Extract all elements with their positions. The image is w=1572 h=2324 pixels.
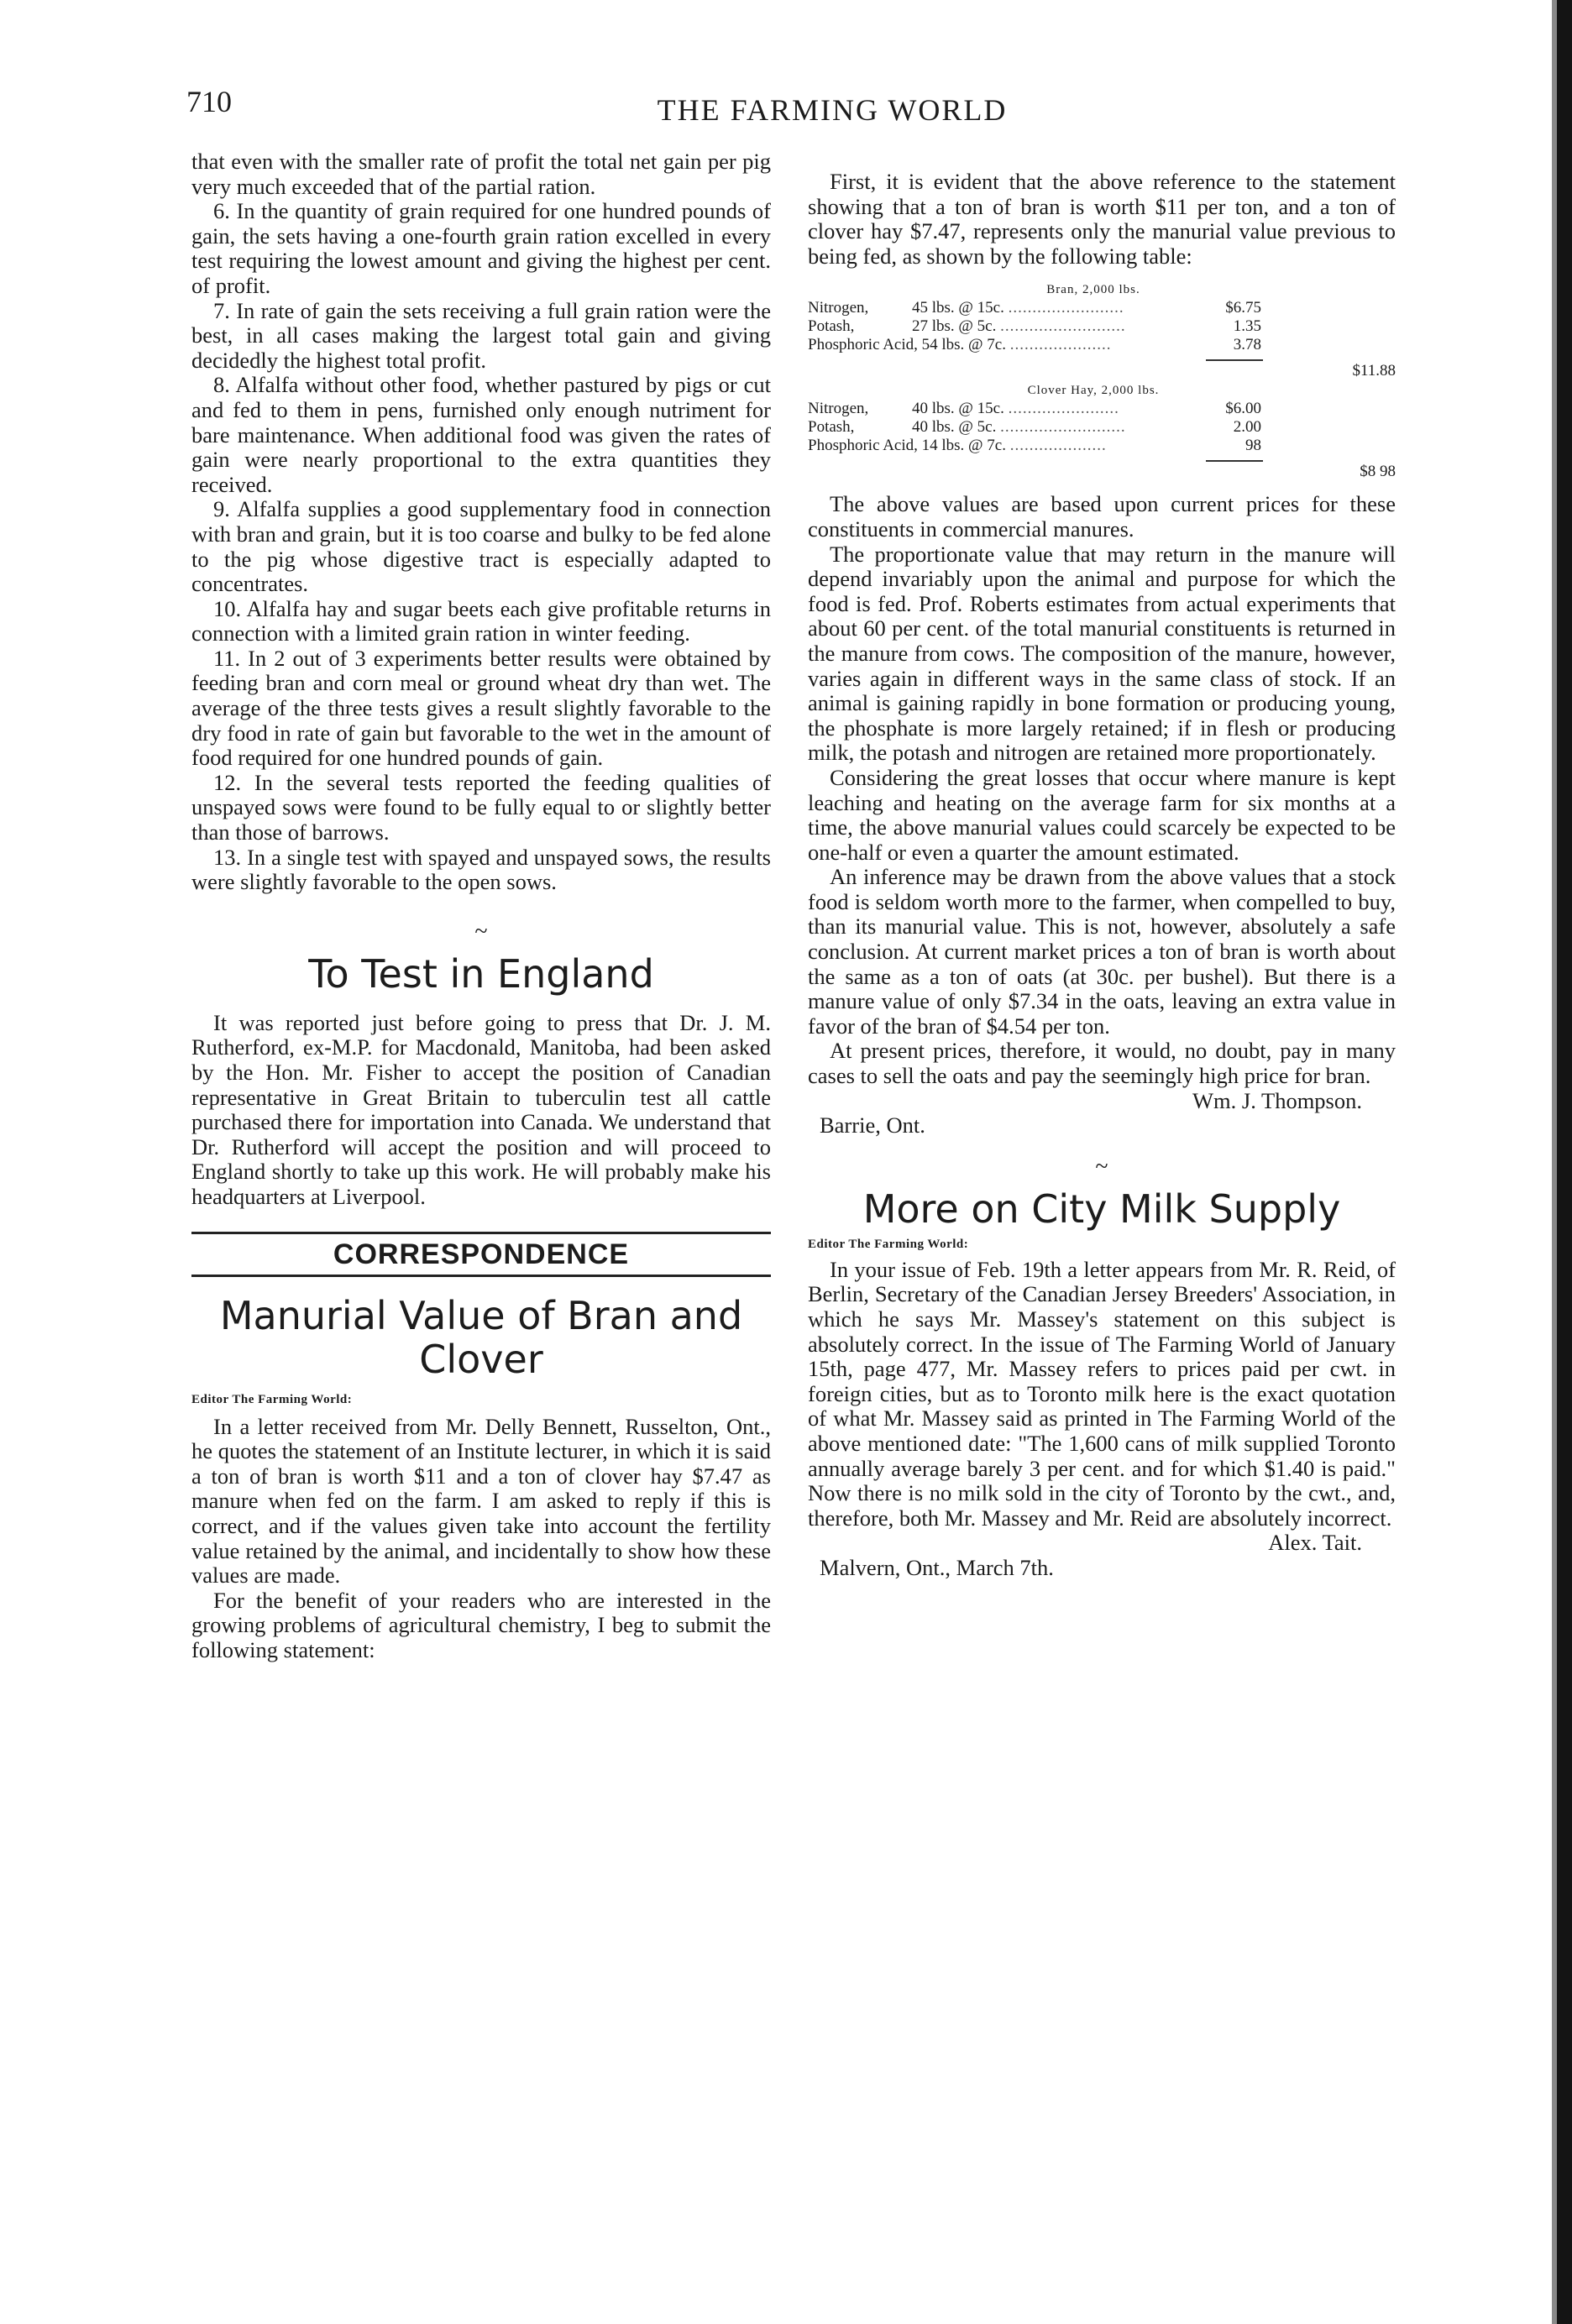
- paragraph: An inference may be drawn from the above values that a stock food is seldom worth more to the farmer, when compelled to buy, than its manurial value. This is not, however, absolutely a safe conclusion. At current market prices a ton of bran is worth about the same as a ton of oats (at 30c. per bushel). But there is a manure value of only $7.34 in the oats, leaving an extra value in favor of the bran of $4.54 per ton.: [808, 864, 1396, 1039]
- dot-leader: .......................: [1008, 400, 1119, 418]
- table-cell: $6.75: [1225, 299, 1261, 317]
- table-total-value: $8 98: [1360, 463, 1396, 481]
- table-caption: Bran, 2,000 lbs.: [1046, 283, 1140, 297]
- table-row: [808, 336, 1261, 354]
- dot-leader: ..........................: [1000, 317, 1126, 336]
- table-cell: 27 lbs. @ 5c.: [912, 317, 997, 336]
- table-cell: Nitrogen,: [808, 400, 869, 418]
- scan-border: [1557, 0, 1572, 2324]
- signature: Alex. Tait.: [1268, 1530, 1362, 1556]
- table-cell: [912, 317, 1194, 336]
- paragraph: First, it is evident that the above reference to the statement showing that a ton of bran is worth $11 per ton, and a ton of clover hay $7.47, represents only the manurial value previous to being fed, as shown by the following table:: [808, 169, 1396, 269]
- article-body: In your issue of Feb. 19th a letter appears from Mr. R. Reid, of Berlin, Secretary of the Canadian Jersey Breeders' Association, in which he says Mr. Massey's statement on this subject is absolutely correct. In the issue of The Farming World of January 15th, page 477, Mr. Massey refers to prices paid per cwt. in foreign cities, but as to Toronto milk here is the exact quotation of what Mr. Massey said as printed in The Farming World of the above mentioned date: "The 1,600 cans of milk supplied Toronto annually average barely 3 per cent. and for which $1.40 is paid." Now there is no milk sold in the city of Toronto by the cwt., and, therefore, both Mr. Massey and Mr. Reid are absolutely incorrect.: [808, 1256, 1396, 1531]
- table-cell: Nitrogen,: [808, 299, 869, 317]
- paragraph: 7. In rate of gain the sets receiving a full grain ration were the best, in all cases making the largest total gain and giving decidedly the highest total profit.: [191, 297, 771, 373]
- table-row: [808, 400, 1261, 418]
- paragraph: 6. In the quantity of grain required for one hundred pounds of gain, the sets having a one-fourth grain ration excelled in every test requiring the lowest amount and giving the highest per cent. of profit.: [191, 198, 771, 298]
- bran-value-table: [808, 299, 1261, 354]
- dot-leader: .....................: [1009, 336, 1112, 354]
- table-cell: [912, 299, 1194, 317]
- table-total-value: $11.88: [1352, 362, 1396, 380]
- table-row: [808, 299, 1261, 317]
- table-cell: 45 lbs. @ 15c.: [912, 299, 1004, 317]
- paragraph: 13. In a single test with spayed and unspayed sows, the results were slightly favorable to the open sows.: [191, 844, 771, 895]
- paragraph: 10. Alfalfa hay and sugar beets each give profitable returns in connection with a limited grain ration in winter feeding.: [191, 595, 771, 646]
- table-row: [808, 418, 1261, 437]
- table-cell: 98: [1245, 437, 1261, 455]
- article-title: Manurial Value of Bran and Clover: [219, 1292, 743, 1382]
- paragraph: Considering the great losses that occur where manure is kept leaching and heating on the average farm for six months at a time, the above manurial values could scarcely be expected to be one-half or even a quarter the amount estimated.: [808, 764, 1396, 865]
- table-total: [808, 462, 1396, 482]
- table-row: [808, 317, 1261, 336]
- section-ornament: ~: [474, 918, 488, 945]
- table-row: [808, 437, 1261, 455]
- table-cell: [912, 400, 1194, 418]
- table-cell: [808, 437, 1194, 455]
- paragraph: The above values are based upon current prices for these constituents in commercial manures.: [808, 491, 1396, 542]
- table-cell: 2.00: [1233, 418, 1261, 437]
- right-column: [808, 170, 1396, 1581]
- paragraph: 9. Alfalfa supplies a good supplementary food in connection with bran and grain, but it is too coarse and bulky to be fed alone to the pig whose digestive tract is especially adapted to concentrates.: [191, 496, 771, 597]
- table-cell: 40 lbs. @ 15c.: [912, 400, 1004, 418]
- correspondence-heading: CORRESPONDENCE: [333, 1238, 630, 1270]
- article-body: It was reported just before going to press that Dr. J. M. Rutherford, ex-M.P. for Macdonald, Manitoba, had been asked by the Hon. Mr. Fisher to accept the position of Canadian representative in Great Britain to tuberculin test all cattle purchased there for importation into Canada. We understand that Dr. Rutherford will accept the position and will proceed to England shortly to take up this work. He will probably make his headquarters at Liverpool.: [191, 1009, 771, 1209]
- paragraph: that even with the smaller rate of profit the total net gain per pig very much exceeded that of the partial ration.: [191, 149, 771, 199]
- dateline: Barrie, Ont.: [820, 1112, 925, 1138]
- table-cell: 3.78: [1233, 336, 1261, 354]
- article-title: To Test in England: [308, 950, 654, 997]
- paragraph: 8. Alfalfa without other food, whether pastured by pigs or cut and fed to them in pens, furnished only enough nutriment for bare maintenance. When additional food was given the rates of gain were nearly proportional to the extra quantities they received.: [191, 372, 771, 497]
- table-cell: [808, 336, 1194, 354]
- dot-leader: ....................: [1009, 437, 1107, 455]
- table-cell: 1.35: [1233, 317, 1261, 336]
- clover-value-table: [808, 400, 1261, 455]
- table-cell: 40 lbs. @ 5c.: [912, 418, 997, 437]
- signature: Wm. J. Thompson.: [1192, 1087, 1362, 1113]
- table-caption: Clover Hay, 2,000 lbs.: [1027, 384, 1160, 398]
- dateline: Malvern, Ont., March 7th.: [820, 1554, 1054, 1580]
- running-head: THE FARMING WORLD: [657, 93, 1008, 127]
- paragraph: 11. In 2 out of 3 experiments better results were obtained by feeding bran and corn meal or ground wheat dry than wet. The average of the three tests gives a result slightly favorable to the dry food in rate of gain but favorable to the wet in the amount of food required for one hundred pounds of gain.: [191, 645, 771, 771]
- table-cell: [912, 418, 1194, 437]
- paragraph: At present prices, therefore, it would, no doubt, pay in many cases to sell the oats and pay the seemingly high price for bran.: [808, 1038, 1396, 1089]
- paragraph: The proportionate value that may return in the manure will depend invariably upon the animal and purpose for which the food is fed. Prof. Roberts estimates from actual experiments that about 60 per cent. of the total manurial constituents is returned in the manure from cows. The composition of the manure, however, varies again in different ways in the same class of stock. If an animal is gaining rapidly in bone formation or producing young, the phosphate is more largely retained; if in flesh or producing milk, the potash and nitrogen are retained more proportionately.: [808, 541, 1396, 766]
- table-cell: Phosphoric Acid, 54 lbs. @ 7c.: [808, 336, 1006, 354]
- divider: [191, 1275, 771, 1277]
- section-ornament: ~: [1095, 1153, 1108, 1180]
- table-cell: Potash,: [808, 317, 855, 336]
- dot-leader: ........................: [1008, 299, 1124, 317]
- table-cell: $6.00: [1225, 400, 1261, 418]
- paragraph: For the benefit of your readers who are interested in the growing problems of agricultural chemistry, I beg to submit the following statement:: [191, 1587, 771, 1662]
- table-cell: Phosphoric Acid, 14 lbs. @ 7c.: [808, 437, 1006, 455]
- editor-line: Editor The Farming World:: [191, 1392, 353, 1406]
- editor-line: Editor The Farming World:: [808, 1237, 969, 1251]
- page-number: 710: [186, 85, 232, 118]
- article-title: More on City Milk Supply: [862, 1186, 1341, 1232]
- table-cell: Potash,: [808, 418, 855, 437]
- table-total: [808, 361, 1396, 381]
- paragraph: 12. In the several tests reported the feeding qualities of unspayed sows were found to be fully equal to or slightly better than those of barrows.: [191, 769, 771, 845]
- dot-leader: ..........................: [1000, 418, 1126, 437]
- paragraph: In a letter received from Mr. Delly Bennett, Russelton, Ont., he quotes the statement of an Institute lecturer, in which it is said a ton of bran is worth $11 and a ton of clover hay $7.47 as manure when fed on the farm. I am asked to reply if this is correct, and if the values given take into account the fertility value retained by the animal, and incidentally to show how these values are made.: [191, 1413, 771, 1589]
- left-column: [191, 149, 771, 1663]
